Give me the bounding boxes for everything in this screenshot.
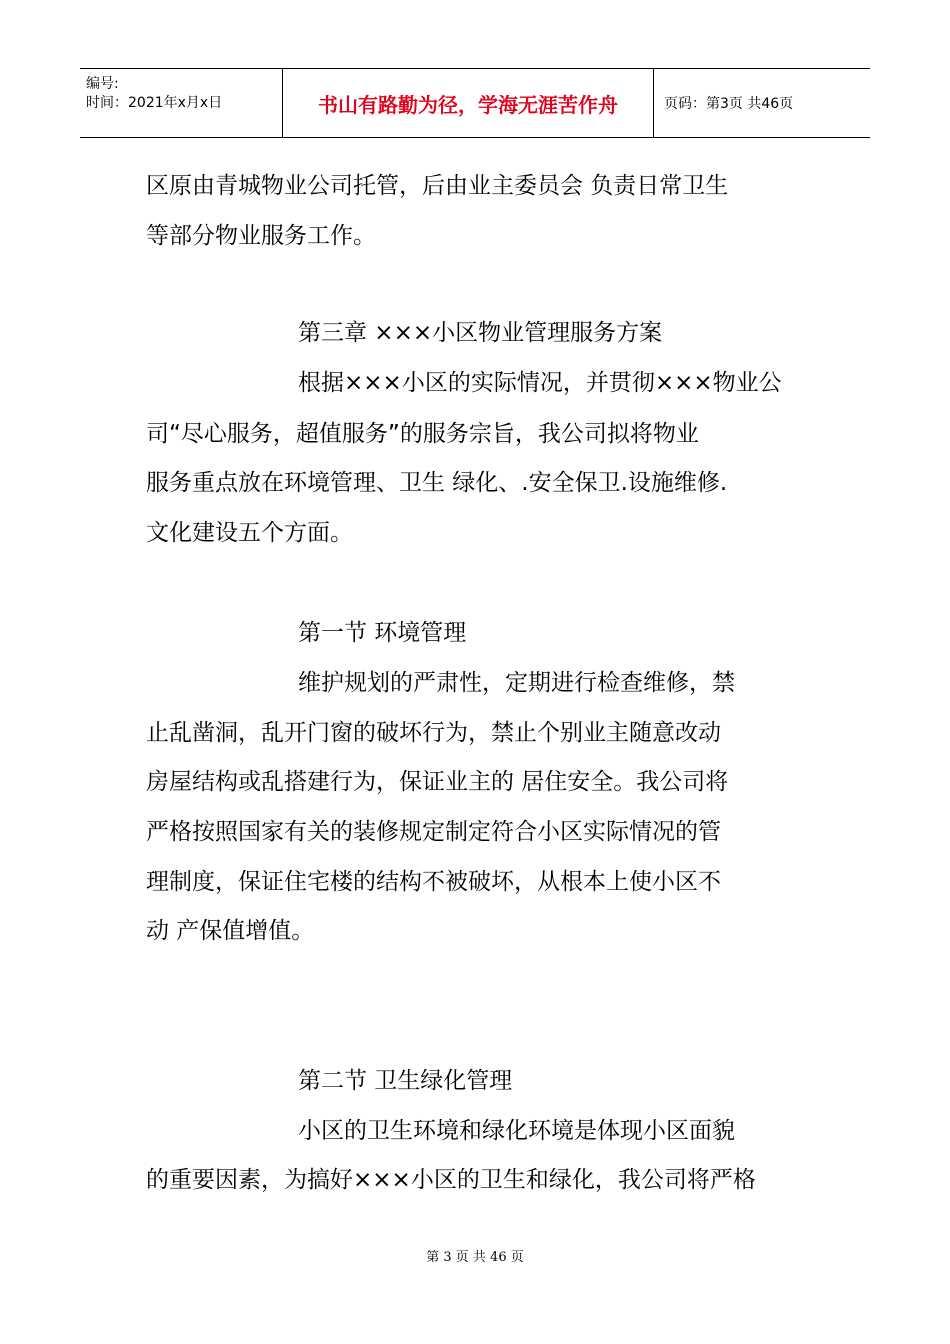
body-line: 区原由青城物业公司托管，后由业主委员会 负责日常卫生 — [146, 173, 729, 199]
header-motto: 书山有路勤为径，学海无涯苦作舟 — [282, 69, 654, 137]
chapter-heading: 第三章 ×××小区物业管理服务方案 — [298, 320, 663, 346]
body-line: 的重要因素，为搞好×××小区的卫生和绿化，我公司将严格 — [146, 1167, 756, 1193]
body-line: 房屋结构或乱搭建行为，保证业主的 居住安全。我公司将 — [146, 769, 729, 795]
body-line: 止乱凿洞，乱开门窗的破坏行为，禁止个别业主随意改动 — [146, 720, 721, 746]
body-line: 服务重点放在环境管理、卫生 绿化、.安全保卫.设施维修. — [146, 470, 728, 496]
document-header — [80, 68, 870, 138]
header-meta — [80, 69, 282, 137]
body-line: 等部分物业服务工作。 — [146, 223, 376, 249]
body-line: 维护规划的严肃性，定期进行检查维修，禁 — [298, 670, 735, 696]
page-footer: 第 3 页 共 46 页 — [426, 1250, 524, 1265]
body-line: 严格按照国家有关的装修规定制定符合小区实际情况的管 — [146, 819, 721, 845]
body-line: 司“尽心服务，超值服务”的服务宗旨，我公司拟将物业 — [146, 421, 699, 447]
document-number-label: 编号: — [86, 76, 119, 92]
body-line: 根据×××小区的实际情况，并贯彻×××物业公 — [298, 370, 782, 396]
body-line: 动 产保值增值。 — [146, 918, 315, 944]
header-page-info: 页码：第3页 共46页 — [664, 96, 794, 112]
document-date: 时间：2021年x月x日 — [86, 95, 223, 111]
body-line: 小区的卫生环境和绿化环境是体现小区面貌 — [298, 1118, 735, 1144]
body-line: 文化建设五个方面。 — [146, 520, 353, 546]
section-heading: 第一节 环境管理 — [298, 620, 467, 646]
section-heading: 第二节 卫生绿化管理 — [298, 1068, 513, 1094]
body-line: 理制度，保证住宅楼的结构不被破坏，从根本上使小区不 — [146, 869, 721, 895]
